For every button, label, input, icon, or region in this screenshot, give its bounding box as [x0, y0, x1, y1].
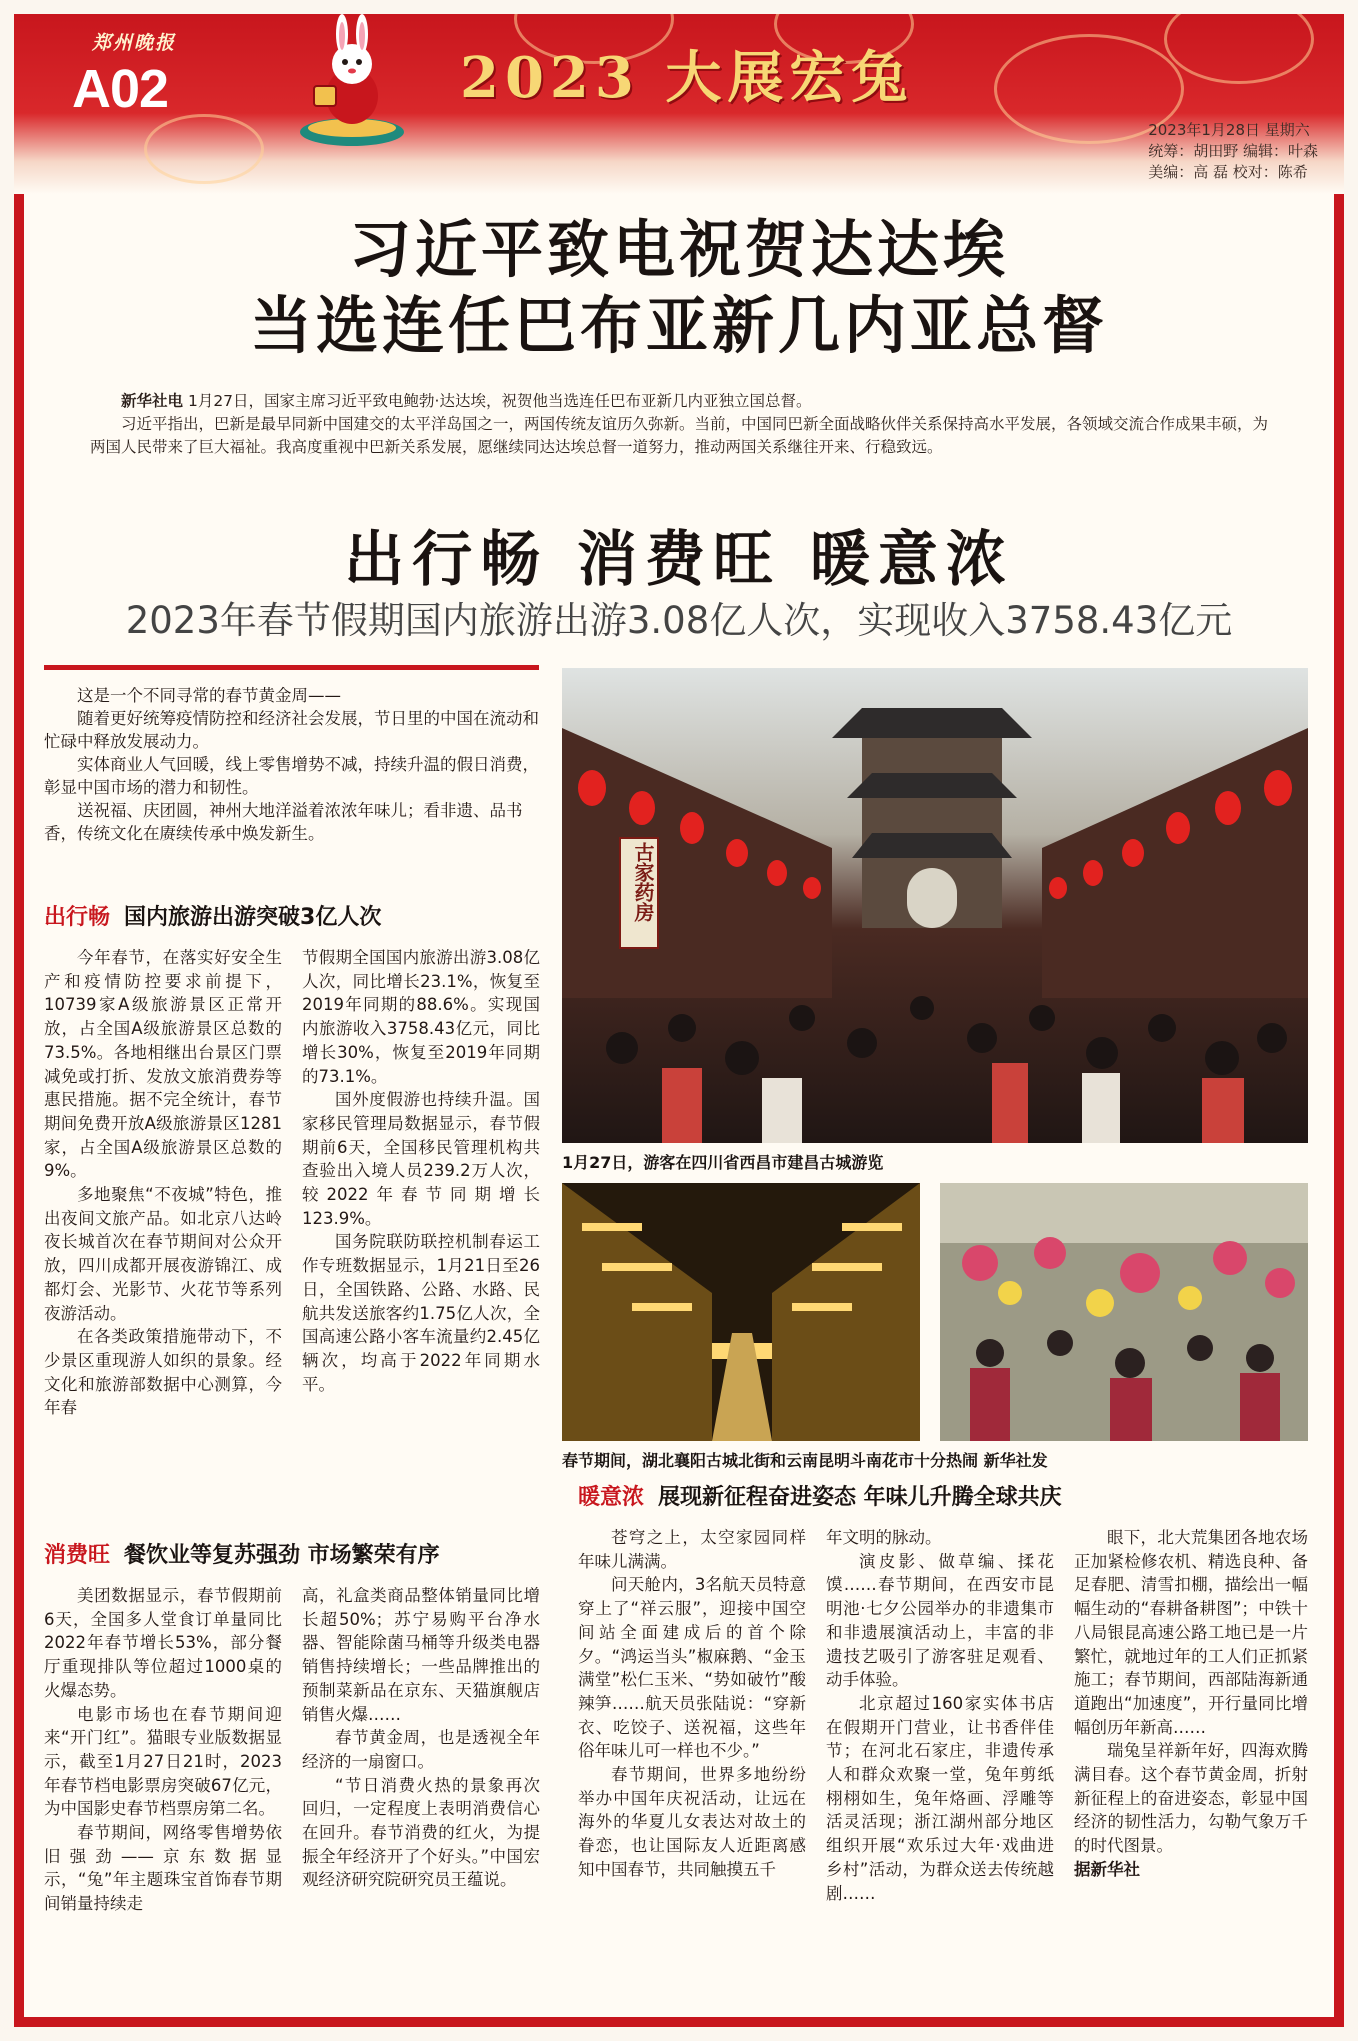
paragraph: 今年春节，在落实好安全生产和疫情防控要求前提下，10739家A级旅游景区正常开放，占全国A级旅游景区总数的73.5%。各地相继出台景区门票减免或打折、发放文旅消费券等惠民措施。据不完全统计，春节期间免费开放A级旅游景区1281家，占全国A级旅游景区总数的9%。 [44, 948, 282, 1181]
section-tag: 暖意浓 [578, 1485, 645, 1510]
section-1-column-1 [44, 946, 282, 1420]
section-3-column-3 [1074, 1526, 1308, 1882]
photo-xiangyang-night-street [562, 1183, 920, 1441]
section-title: 展现新征程奋进姿态 年味儿升腾全球共庆 [658, 1485, 1062, 1510]
paragraph: 年文明的脉动。 [826, 1528, 942, 1547]
photo-sign-text: 古家药房 [631, 842, 655, 922]
caption-bottom-photos: 春节期间，湖北襄阳古城北街和云南昆明斗南花市十分热闹 新华社发 [562, 1451, 1048, 1470]
photo-night-illustration [562, 1183, 920, 1441]
byline: 据新华社 [1074, 1859, 1140, 1879]
section-head-consumption [44, 1538, 440, 1569]
paragraph: 高，礼盒类商品整体销量同比增长超50%；苏宁易购平台净水器、智能除菌马桶等升级类电器销售持续增长；一些品牌推出的预制菜新品在京东、天猫旗舰店销售火爆…… [302, 1586, 540, 1724]
paragraph: 苍穹之上，太空家园同样年味儿满满。 [578, 1528, 806, 1571]
rabbit-mascot-icon [280, 14, 420, 154]
paragraph: 北京超过160家实体书店在假期开门营业，让书香伴佳节；在河北石家庄，非遗传承人和群众欢聚一堂，兔年剪纸栩栩如生，兔年烙画、浮雕等活灵活现；浙江湖州部分地区组织开展“欢乐过大年·戏曲进乡村”活动，为群众送去传统越剧…… [826, 1693, 1054, 1903]
headline-article-2: 出行畅 消费旺 暖意浓 [344, 525, 1014, 595]
section-tag: 消费旺 [44, 1543, 111, 1568]
photo-ancient-town-crowd [562, 668, 1308, 1143]
intro-box [44, 665, 539, 845]
staff-line-2: 美编：高 磊 校对：陈希 [1148, 163, 1308, 181]
section-2-column-2 [302, 1584, 540, 1892]
edition-info [1148, 120, 1318, 183]
headline-line-1: 习近平致电祝贺达达埃 [348, 213, 1009, 286]
paragraph: 演皮影、做草编、揉花馍……春节期间，在西安市昆明池·七夕公园举办的非遗集市和非遗展演活动上，丰富的非遗技艺吸引了游客驻足观看、动手体验。 [826, 1551, 1054, 1690]
article-1-body [90, 390, 1270, 459]
paragraph: 国务院联防联控机制春运工作专班数据显示，1月21日至26日，全国铁路、公路、水路、民航共发送旅客约1.75亿人次，全国高速公路小客车流量约2.45亿辆次，均高于2022年同期水平。 [302, 1232, 540, 1394]
dateline: 新华社电 [121, 392, 184, 410]
paragraph: 问天舱内，3名航天员特意穿上了“祥云服”，迎接中国空间站全面建成后的首个除夕。“鸿运当头”椒麻鹅、“金玉满堂”松仁玉米、“势如破竹”酸辣笋……航天员张陆说：“穿新衣、吃饺子、送祝福，这些年俗年味儿可一样也不少。” [578, 1575, 806, 1761]
intro-line: 实体商业人气回暖，线上零售增势不减，持续升温的假日消费，彰显中国市场的潜力和韧性。 [44, 755, 539, 797]
paragraph: 美团数据显示，春节假期前6天，全国多人堂食订单量同比2022年春节增长53%，部分餐厅重现排队等位超过1000桌的火爆态势。 [44, 1586, 282, 1700]
paragraph: 眼下，北大荒集团各地农场正加紧检修农机、精选良种、备足春肥、清雪扣棚，描绘出一幅幅生动的“春耕备耕图”；中铁十八局银昆高速公路工地已是一片繁忙，就地过年的工人们正抓紧施工；春节期间，西部陆海新通道跑出“加速度”，开行量同比增幅创历年新高…… [1074, 1528, 1308, 1737]
headline-line-2: 当选连任巴布亚新几内亚总督 [249, 289, 1108, 362]
article-1-para-1: 新华社电 1月27日，国家主席习近平致电鲍勃·达达埃，祝贺他当选连任巴布亚新几内亚独立国总督。 [121, 392, 812, 410]
section-2-column-1 [44, 1584, 282, 1916]
intro-line: 送祝福、庆团圆，神州大地洋溢着浓浓年味儿；看非遗、品书香，传统文化在赓续传承中焕发新生。 [44, 801, 523, 843]
section-3-column-2 [826, 1526, 1054, 1905]
issue-date: 2023年1月28日 星期六 [1148, 121, 1310, 139]
section-1-column-2 [302, 946, 540, 1396]
intro-line: 这是一个不同寻常的春节黄金周—— [77, 686, 341, 705]
paragraph: 多地聚焦“不夜城”特色，推出夜间文旅产品。如北京八达岭夜长城首次在春节期间对公众开放，四川成都开展夜游锦江、成都灯会、光影节、火花节等系列夜游活动。 [44, 1185, 282, 1323]
paragraph: 春节期间，网络零售增势依旧强劲——京东数据显示，“兔”年主题珠宝首饰春节期间销量持续走 [44, 1823, 282, 1914]
paragraph: 在各类政策措施带动下，不少景区重现游人如织的景象。经文化和旅游部数据中心测算，今年春 [44, 1327, 282, 1418]
paper-name: 郑州晚报 [92, 32, 177, 54]
photo-ancient-town-illustration [562, 668, 1308, 1143]
section-3-column-1 [578, 1526, 806, 1882]
staff-line-1: 统筹：胡田野 编辑：叶森 [1148, 142, 1318, 160]
section-tag: 出行畅 [44, 905, 111, 930]
paragraph: 瑞兔呈祥新年好，四海欢腾满目春。这个春节黄金周，折射新征程上的奋进姿态，彰显中国经济的韧性活力，勾勒气象万千的时代图景。 [1074, 1741, 1308, 1856]
section-head-travel [44, 900, 381, 931]
banner-title: 2023 大展宏兔 [460, 45, 914, 111]
paragraph: “节日消费火热的景象再次回归，一定程度上表明消费信心在回升。春节消费的红火，为提振全年经济开了个好头。”中国宏观经济研究院研究员王蕴说。 [302, 1775, 540, 1890]
photo-flower-illustration [940, 1183, 1308, 1441]
article-1-para-2: 习近平指出，巴新是最早同新中国建交的太平洋岛国之一，两国传统友谊历久弥新。当前，中国同巴新全面战略伙伴关系保持高水平发展，各领域交流合作成果丰硕，为两国人民带来了巨大福祉。我高度重视中巴新关系发展，愿继续同达达埃总督一道努力，推动两国关系继往开来、行稳致远。 [90, 415, 1269, 456]
headline-article-1 [0, 212, 1358, 364]
paragraph: 电影市场也在春节期间迎来“开门红”。猫眼专业版数据显示，截至1月27日21时，2023年春节档电影票房突破67亿元，为中国影史春节档票房第二名。 [44, 1704, 282, 1819]
caption-main-photo: 1月27日，游客在四川省西昌市建昌古城游览 [562, 1153, 884, 1172]
page-number: A02 [72, 59, 169, 119]
photo-kunming-flower-market [940, 1183, 1308, 1441]
intro-line: 随着更好统筹疫情防控和经济社会发展，节日里的中国在流动和忙碌中释放发展动力。 [44, 709, 539, 751]
paragraph: 国外度假游也持续升温。国家移民管理局数据显示，春节假期前6天，全国移民管理机构共查验出入境人员239.2万人次，较2022年春节同期增长123.9%。 [302, 1090, 540, 1228]
paragraph: 春节黄金周，也是透视全年经济的一扇窗口。 [302, 1728, 540, 1771]
section-title: 餐饮业等复苏强劲 市场繁荣有序 [124, 1543, 440, 1568]
paragraph: 春节期间，世界多地纷纷举办中国年庆祝活动，让远在海外的华夏儿女表达对故土的眷恋，也让国际友人近距离感知中国春节，共同触摸五千 [578, 1765, 806, 1879]
paragraph: 节假期全国国内旅游出游3.08亿人次，同比增长23.1%，恢复至2019年同期的88.6%。实现国内旅游收入3758.43亿元，同比增长30%，恢复至2019年同期的73.1%。 [302, 948, 540, 1086]
section-title: 国内旅游出游突破3亿人次 [124, 905, 382, 930]
section-head-warmth [578, 1480, 1062, 1511]
subheadline-article-2: 2023年春节假期国内旅游出游3.08亿人次，实现收入3758.43亿元 [125, 599, 1233, 642]
